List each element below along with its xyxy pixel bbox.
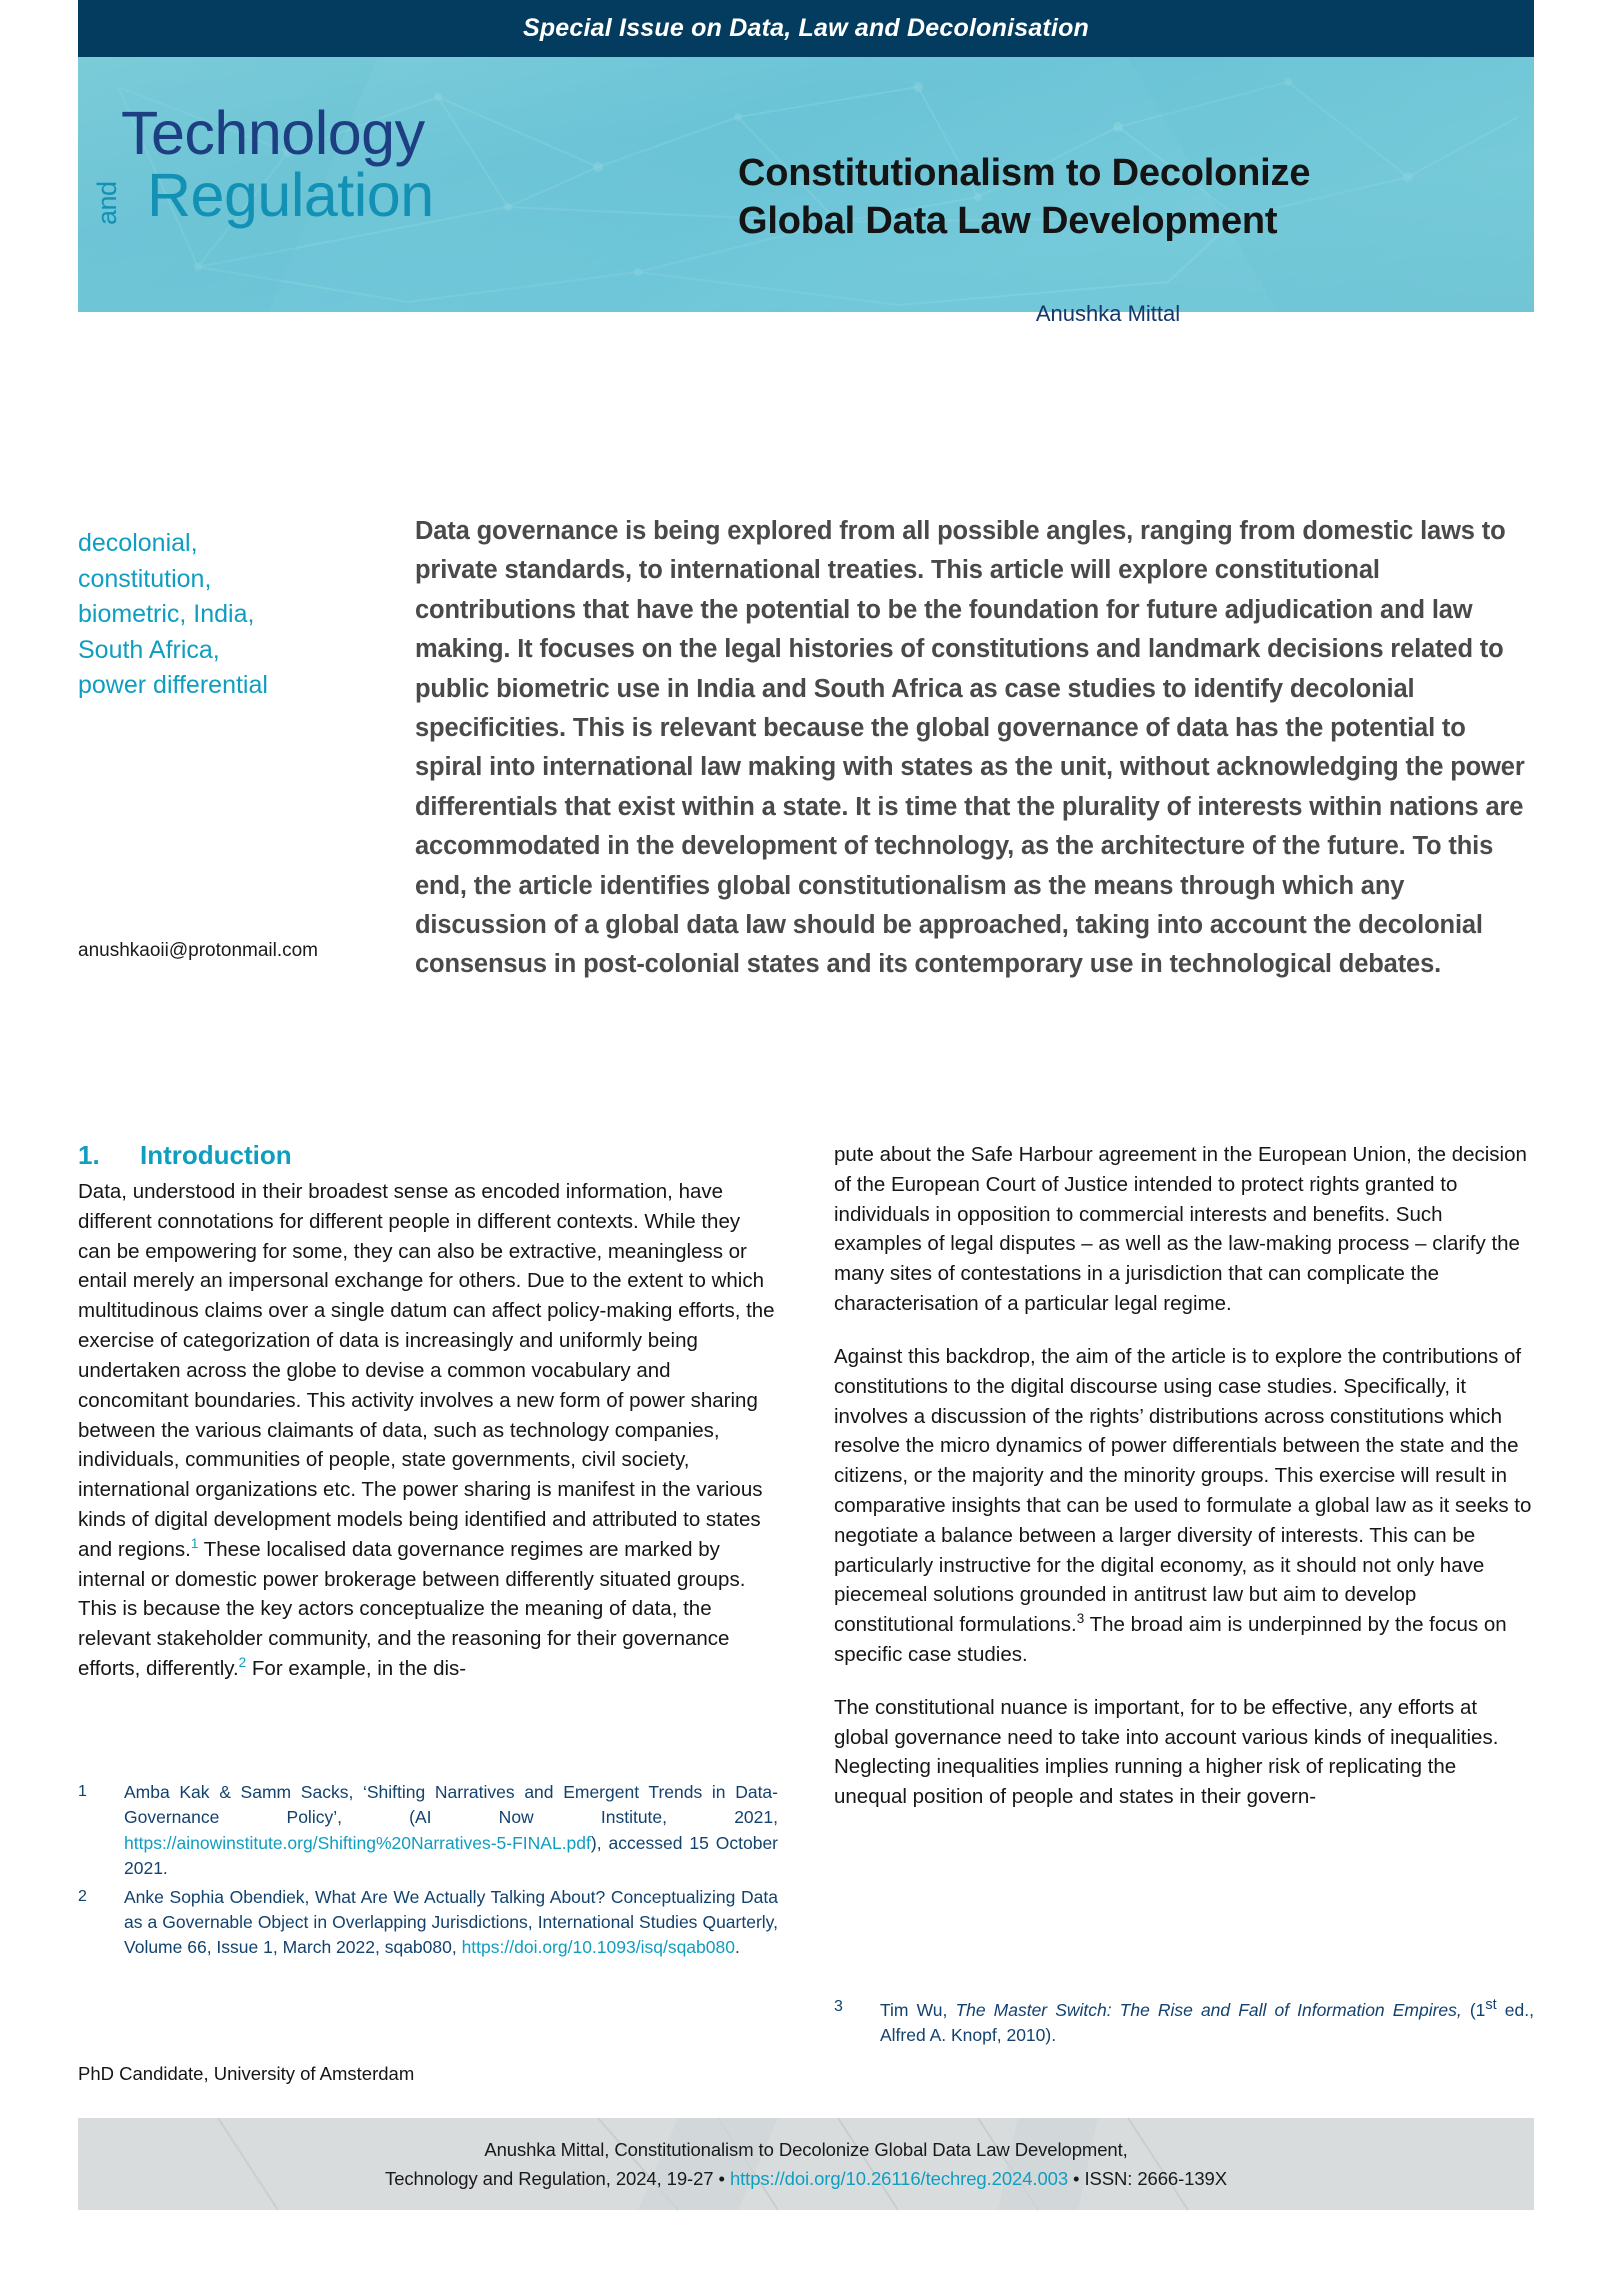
footnote-entry-2 — [78, 1885, 778, 1961]
article-title-line-1: Constitutionalism to Decolonize — [738, 152, 1311, 195]
author-email[interactable]: anushkaoii@protonmail.com — [78, 940, 319, 961]
special-issue-label: Special Issue on Data, Law and Decolonisation — [522, 14, 1090, 42]
footnote-text-part: Anke Sophia Obendiek, What Are We Actually Talking About? Conceptualizing Data as a Governable Object in Overlapping Jurisdictions, International Studies Quarterly, Volume 66, Issue 1, March 2022, sqab080, — [124, 1886, 778, 1958]
logo-technology-text: Technology — [121, 99, 425, 167]
keyword-item: decolonial, — [78, 529, 198, 557]
footnote-text-part: Tim Wu, — [880, 1999, 956, 2020]
paragraph-text-part: Against this backdrop, the aim of the article is to explore the contributions of constitutions to the digital discourse using case studies. Specifically, it involves a discussion of the rights’ distributions across constitutions which resolve the micro dynamics of power differentials between the state and the citizens, or the majority and the minority groups. This exercise will result in comparative insights that can be used to formulate a global law as it seeks to negotiate a balance between a larger diversity of interests. This can be particularly instructive for the digital economy, as it should not only have piecemeal solutions grounded in antitrust law but aim to develop constitutional formulations. — [834, 1344, 1532, 1637]
footnotes-right-column — [834, 1995, 1534, 2052]
section-number: 1. — [78, 1140, 100, 1170]
footnote-marker-2[interactable]: 2 — [238, 1655, 247, 1671]
footnote-marker-1[interactable]: 1 — [190, 1535, 199, 1551]
footnote-text-part: (1 — [1461, 1999, 1486, 2020]
footnote-text-part: ed., Alfred A. Knopf, 2010). — [880, 1999, 1534, 2046]
keyword-item: constitution, — [78, 564, 212, 593]
paragraph-text-part: These localised data governance regimes are marked by internal or domestic power brokerage between differently situated groups. This is because the key actors conceptualize the meaning of data, the relevant stakeholder community, and the reasoning for their governance efforts, differently. — [78, 1537, 746, 1680]
footnote-text-part: . — [734, 1937, 740, 1958]
footer-text-part: • ISSN: 2666-139X — [1068, 2167, 1227, 2189]
footnote-text — [124, 1885, 778, 1961]
footnote-entry-1 — [78, 1780, 778, 1882]
journal-logo — [92, 99, 434, 229]
footnote-marker-3[interactable]: 3 — [1076, 1611, 1085, 1627]
paragraph-right-2 — [834, 1342, 1534, 1670]
logo-regulation-text: Regulation — [147, 161, 434, 229]
hero-image-block — [78, 57, 1534, 326]
footnote-text — [124, 1780, 778, 1882]
ordinal-suffix: st — [1485, 1997, 1497, 2013]
keyword-item: South Africa, — [78, 635, 220, 664]
footer-citation-line-2 — [385, 2168, 1227, 2190]
column-right — [834, 1140, 1534, 1812]
section-title: Introduction — [140, 1140, 292, 1170]
section-heading-introduction — [78, 1140, 778, 1171]
paragraph-text-part: The broad aim is underpinned by the focus on specific case studies. — [834, 1613, 1507, 1666]
footnote-link[interactable]: https://ainowinstitute.org/Shifting%20Narratives-5-FINAL.pdf — [124, 1832, 591, 1853]
footer-doi-link[interactable]: https://doi.org/10.26116/techreg.2024.003 — [729, 2167, 1069, 2189]
keyword-item: biometric, India, — [78, 600, 255, 628]
special-issue-banner — [78, 0, 1534, 57]
footnote-entry-3 — [834, 1995, 1534, 2049]
logo-second-row — [92, 161, 434, 229]
footnote-text — [880, 1995, 1534, 2049]
footnote-link[interactable]: https://doi.org/10.1093/isq/sqab080 — [461, 1937, 735, 1958]
footnote-number: 3 — [834, 1998, 843, 2015]
footer-citation-bar — [78, 2118, 1534, 2210]
footer-text-part: Technology and Regulation, 2024, 19-27 • — [385, 2167, 730, 2189]
masthead — [78, 0, 1534, 326]
footnote-number: 2 — [78, 1887, 87, 1905]
paragraph-text-part: For example, in the dis- — [246, 1657, 467, 1680]
paragraph-text-part: Data, understood in their broadest sense as encoded information, have different connotations for different people in different contexts. While they can be empowering for some, they can also be extractive, meaningless or entail merely an impersonal exchange for others. Due to the extent to which multitudinous claims over a single datum can affect policy-making efforts, the exercise of categorization of data is increasingly and uniformly being undertaken across the globe to devise a common vocabulary and concomitant boundaries. This activity involves a new form of power sharing between the various claimants of data, such as technology companies, individuals, communities of people, state governments, civil society, international organizations etc. The power sharing is manifest in the various kinds of digital development models being identified and attributed to states and regions. — [78, 1180, 775, 1561]
article-title-line-2: Global Data Law Development — [738, 200, 1278, 243]
footnote-number: 1 — [78, 1783, 87, 1800]
footer-citation-text — [78, 2118, 1534, 2210]
article-title — [738, 150, 1478, 246]
article-author: Anushka Mittal — [1035, 301, 1181, 326]
footnotes-left-column — [78, 1780, 778, 1964]
paragraph-right-1: pute about the Safe Harbour agreement in the European Union, the decision of the European Court of Justice intended to protect rights granted to individuals in opposition to commercial interests and benefits. Such examples of legal disputes – as well as the law-making process – clarify the many sites of contestations in a jurisdiction that can complicate the characterisation of a particular legal regime. — [834, 1143, 1527, 1316]
paragraph-left-1 — [78, 1177, 778, 1684]
footnote-text-part: Amba Kak & Samm Sacks, ‘Shifting Narratives and Emergent Trends in Data-Governance Policy’, (AI Now Institute, 2021, — [124, 1782, 778, 1828]
keyword-item: power differential — [78, 671, 268, 699]
paragraph-right-3: The constitutional nuance is important, for to be effective, any efforts at global governance need to take into account various kinds of inequalities. Neglecting inequalities implies running a higher risk of replicating the unequal position of people and states in their govern- — [834, 1695, 1499, 1809]
column-left — [78, 1140, 778, 1684]
logo-and-text: and — [92, 181, 122, 225]
footnote-italic-title: The Master Switch: The Rise and Fall of Information Empires, — [955, 1999, 1462, 2020]
footer-citation-line-1: Anushka Mittal, Constitutionalism to Decolonize Global Data Law Development, — [484, 2138, 1128, 2160]
footnote-text-part: ), accessed 15 October 2021. — [124, 1832, 778, 1879]
keywords-list — [78, 526, 378, 704]
author-affiliation: PhD Candidate, University of Amsterdam — [78, 2063, 415, 2084]
abstract-text: Data governance is being explored from all possible angles, ranging from domestic laws to private standards, to international treaties. This article will explore constitutional contributions that have the potential to be the foundation for future adjudication and law making. It focuses on the legal histories of constitutions and landmark decisions related to public biometric use in India and South Africa as case studies to identify decolonial specificities. This is relevant because the global governance of data has the potential to spiral into international law making with states as the unit, without acknowledging the power differentials that exist within a state. It is time that the plurality of interests within nations are accommodated in the development of technology, as the architecture of the future. To this end, the article identifies global constitutionalism as the means through which any discussion of a global data law should be approached, taking into account the decolonial consensus in post-colonial states and its contemporary use in technological debates. — [415, 517, 1525, 979]
